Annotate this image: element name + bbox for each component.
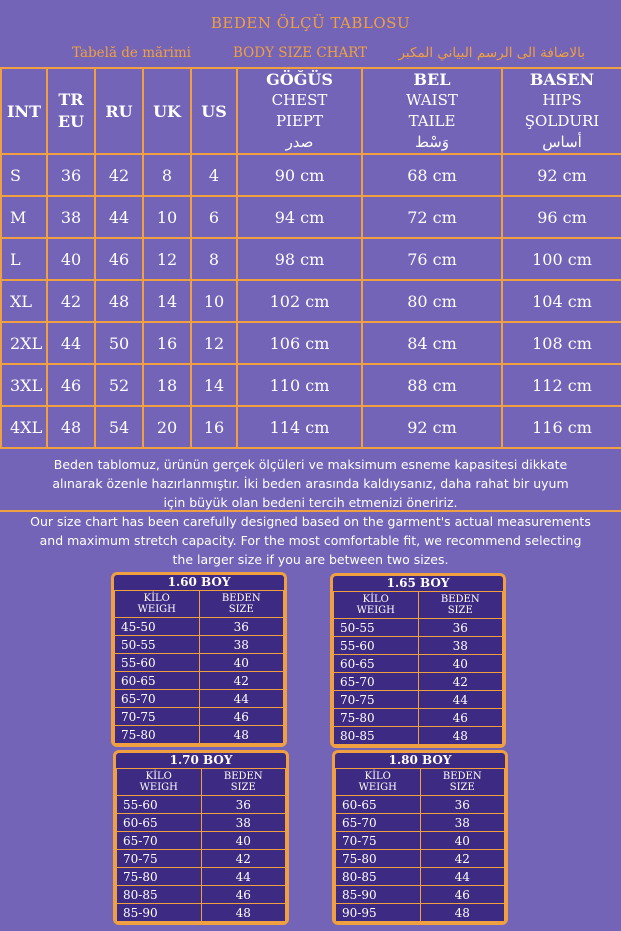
table-row (117, 796, 286, 814)
table-row (334, 673, 503, 691)
table-row (336, 832, 505, 850)
col-chest (237, 68, 362, 154)
cell-int: S (1, 154, 47, 196)
col-ru: RU (95, 68, 143, 154)
cell-weight: 75-80 (336, 850, 421, 868)
table-row (1, 364, 621, 406)
table-row (336, 904, 505, 922)
header-size (199, 591, 284, 618)
cell-ru: 50 (95, 322, 143, 364)
col-hips-en: HIPS (542, 91, 582, 109)
cell-treu: 40 (47, 238, 95, 280)
cell-waist: 68 cm (362, 154, 502, 196)
header-weight-line: WEIGH (358, 782, 397, 793)
cell-int: 3XL (1, 364, 47, 406)
cell-us: 10 (191, 280, 237, 322)
cell-weight: 50-55 (115, 636, 200, 654)
header-weight (117, 769, 202, 796)
height-table-title: 1.70 BOY (169, 753, 233, 767)
cell-weight: 75-80 (334, 709, 419, 727)
cell-size: 36 (418, 619, 503, 637)
cell-weight: 65-70 (336, 814, 421, 832)
subtitles (0, 45, 621, 65)
cell-size: 48 (199, 726, 284, 744)
table-row (1, 322, 621, 364)
col-hips-tr: BASEN (529, 70, 595, 89)
header-size-line: SIZE (228, 604, 254, 615)
cell-size: 42 (201, 850, 286, 868)
cell-chest: 94 cm (237, 196, 362, 238)
cell-weight: 65-70 (334, 673, 419, 691)
table-row (117, 904, 286, 922)
cell-chest: 106 cm (237, 322, 362, 364)
cell-size: 44 (420, 868, 505, 886)
height-table-title: 1.80 BOY (388, 753, 452, 767)
cell-chest: 102 cm (237, 280, 362, 322)
header-size-line: BEDEN (442, 771, 482, 782)
header-weight (336, 769, 421, 796)
header-size-line: SIZE (449, 782, 475, 793)
cell-waist: 92 cm (362, 406, 502, 448)
cell-treu: 38 (47, 196, 95, 238)
cell-size: 40 (420, 832, 505, 850)
col-waist-en: WAIST (406, 91, 458, 109)
table-row (336, 850, 505, 868)
cell-weight: 80-85 (334, 727, 419, 745)
table-row (117, 832, 286, 850)
cell-uk: 18 (143, 364, 191, 406)
cell-waist: 80 cm (362, 280, 502, 322)
header-size (418, 592, 503, 619)
cell-size: 42 (199, 672, 284, 690)
cell-ru: 48 (95, 280, 143, 322)
table-row (115, 636, 284, 654)
weight-size-table (114, 590, 284, 744)
cell-weight: 60-65 (334, 655, 419, 673)
cell-weight: 60-65 (336, 796, 421, 814)
cell-chest: 90 cm (237, 154, 362, 196)
table-row (117, 868, 286, 886)
subtitle-en: BODY SIZE CHART (233, 45, 368, 61)
cell-weight: 70-75 (336, 832, 421, 850)
table-row (115, 672, 284, 690)
table-row (336, 868, 505, 886)
cell-chest: 98 cm (237, 238, 362, 280)
cell-size: 42 (418, 673, 503, 691)
cell-size: 46 (418, 709, 503, 727)
cell-weight: 60-65 (115, 672, 200, 690)
note-tr: Beden tablomuz, ürünün gerçek ölçüleri ve maksimum esneme kapasitesi dikkate alınarak özenle hazırlanmıştır. İki beden arasında kaldıysanız, daha rahat bir uyum için büyük olan bedeni tercih etmenizi öneririz. (52, 457, 569, 510)
table-row (334, 637, 503, 655)
cell-weight: 90-95 (336, 904, 421, 922)
header-weight-line: KİLO (145, 771, 172, 782)
cell-size: 36 (199, 618, 284, 636)
table-row (1, 154, 621, 196)
header-weight-line: KİLO (362, 594, 389, 605)
cell-uk: 8 (143, 154, 191, 196)
header-size-line: BEDEN (221, 593, 261, 604)
table-row (1, 238, 621, 280)
cell-size: 36 (420, 796, 505, 814)
weight-size-table (333, 591, 503, 745)
table-row (115, 690, 284, 708)
table-row (117, 814, 286, 832)
cell-size: 48 (420, 904, 505, 922)
header-weight (334, 592, 419, 619)
cell-size: 40 (418, 655, 503, 673)
cell-weight: 60-65 (117, 814, 202, 832)
cell-size: 46 (199, 708, 284, 726)
cell-weight: 45-50 (115, 618, 200, 636)
cell-hips: 116 cm (502, 406, 621, 448)
header-size-line: BEDEN (440, 594, 480, 605)
cell-uk: 20 (143, 406, 191, 448)
cell-int: L (1, 238, 47, 280)
table-row (117, 886, 286, 904)
cell-size: 40 (199, 654, 284, 672)
col-chest-ar: صدر (285, 133, 314, 151)
cell-size: 44 (201, 868, 286, 886)
header-weight-line: WEIGH (356, 605, 395, 616)
col-waist-tr: BEL (413, 70, 451, 89)
cell-weight: 70-75 (334, 691, 419, 709)
cell-uk: 12 (143, 238, 191, 280)
table-row (336, 796, 505, 814)
table-row (334, 619, 503, 637)
cell-size: 36 (201, 796, 286, 814)
height-table-title: 1.60 BOY (167, 575, 231, 589)
table-row (1, 280, 621, 322)
table-row (334, 709, 503, 727)
col-chest-en: CHEST (271, 91, 328, 109)
cell-size: 46 (420, 886, 505, 904)
cell-us: 16 (191, 406, 237, 448)
header-size (201, 769, 286, 796)
col-treu (47, 68, 95, 154)
header-size-line: SIZE (447, 605, 473, 616)
cell-size: 40 (201, 832, 286, 850)
header-weight-line: WEIGH (139, 782, 178, 793)
cell-treu: 44 (47, 322, 95, 364)
cell-size: 44 (199, 690, 284, 708)
cell-hips: 112 cm (502, 364, 621, 406)
cell-treu: 48 (47, 406, 95, 448)
table-row (1, 196, 621, 238)
cell-weight: 80-85 (117, 886, 202, 904)
table-row (115, 618, 284, 636)
cell-hips: 92 cm (502, 154, 621, 196)
cell-chest: 114 cm (237, 406, 362, 448)
col-int: INT (1, 68, 47, 154)
cell-waist: 76 cm (362, 238, 502, 280)
weight-size-table (116, 768, 286, 922)
cell-weight: 85-90 (336, 886, 421, 904)
table-row (1, 406, 621, 448)
header-size-line: SIZE (230, 782, 256, 793)
cell-weight: 65-70 (117, 832, 202, 850)
col-hips (502, 68, 621, 154)
cell-weight: 65-70 (115, 690, 200, 708)
table-row (334, 691, 503, 709)
cell-size: 38 (201, 814, 286, 832)
cell-treu: 42 (47, 280, 95, 322)
table-row (334, 727, 503, 745)
col-chest-ro: PIEPT (275, 112, 324, 130)
cell-size: 38 (199, 636, 284, 654)
cell-size: 44 (418, 691, 503, 709)
col-chest-tr: GÖĞÜS (266, 70, 333, 89)
cell-ru: 54 (95, 406, 143, 448)
chart-title: BEDEN ÖLÇÜ TABLOSU (210, 14, 411, 32)
note-en: Our size chart has been carefully designed based on the garment's actual measurements and maximum stretch capacity. For the most comfortable fit, we recommend selecting the larger size if you are between two sizes. (30, 514, 591, 567)
cell-weight: 55-60 (334, 637, 419, 655)
col-waist-ro: TAILE (408, 112, 456, 130)
cell-waist: 72 cm (362, 196, 502, 238)
table-row (117, 850, 286, 868)
cell-int: 4XL (1, 406, 47, 448)
cell-us: 4 (191, 154, 237, 196)
header-weight-line: KİLO (364, 771, 391, 782)
header-weight-line: WEIGH (137, 604, 176, 615)
table-row (115, 708, 284, 726)
cell-weight: 50-55 (334, 619, 419, 637)
cell-size: 38 (418, 637, 503, 655)
table-row (336, 886, 505, 904)
weight-size-header (117, 769, 286, 796)
table-row (336, 814, 505, 832)
cell-hips: 100 cm (502, 238, 621, 280)
cell-waist: 84 cm (362, 322, 502, 364)
cell-weight: 70-75 (115, 708, 200, 726)
table-row (115, 654, 284, 672)
weight-size-table (335, 768, 505, 922)
cell-ru: 46 (95, 238, 143, 280)
cell-us: 14 (191, 364, 237, 406)
header-weight-line: KİLO (143, 593, 170, 604)
size-table-body (1, 154, 621, 448)
cell-weight: 85-90 (117, 904, 202, 922)
cell-weight: 70-75 (117, 850, 202, 868)
cell-weight: 75-80 (115, 726, 200, 744)
cell-us: 12 (191, 322, 237, 364)
height-table-170 (113, 750, 289, 925)
cell-weight: 75-80 (117, 868, 202, 886)
col-hips-ro: ŞOLDURI (524, 112, 600, 130)
cell-ru: 42 (95, 154, 143, 196)
height-table-165 (330, 573, 506, 748)
cell-uk: 14 (143, 280, 191, 322)
weight-size-header (336, 769, 505, 796)
cell-us: 6 (191, 196, 237, 238)
size-table (0, 67, 621, 449)
col-waist-ar: وَسْط (414, 133, 450, 151)
size-table-header (1, 68, 621, 154)
table-row (334, 655, 503, 673)
cell-chest: 110 cm (237, 364, 362, 406)
weight-size-header (334, 592, 503, 619)
cell-uk: 16 (143, 322, 191, 364)
cell-treu: 46 (47, 364, 95, 406)
cell-size: 38 (420, 814, 505, 832)
cell-hips: 96 cm (502, 196, 621, 238)
col-waist (362, 68, 502, 154)
cell-size: 46 (201, 886, 286, 904)
col-uk: UK (143, 68, 191, 154)
cell-uk: 10 (143, 196, 191, 238)
cell-weight: 55-60 (117, 796, 202, 814)
cell-int: 2XL (1, 322, 47, 364)
cell-waist: 88 cm (362, 364, 502, 406)
cell-treu: 36 (47, 154, 95, 196)
cell-hips: 108 cm (502, 322, 621, 364)
cell-ru: 52 (95, 364, 143, 406)
cell-weight: 55-60 (115, 654, 200, 672)
cell-size: 48 (418, 727, 503, 745)
header-weight (115, 591, 200, 618)
subtitle-ar: بالاضافة الى الرسم البياني المكبر (398, 45, 585, 61)
col-hips-ar: أساس (542, 133, 582, 151)
col-treu-label: TR EU (57, 90, 85, 131)
cell-ru: 44 (95, 196, 143, 238)
subtitle-ro: Tabelă de mărimi (72, 45, 191, 61)
cell-weight: 80-85 (336, 868, 421, 886)
table-row (115, 726, 284, 744)
height-table-title: 1.65 BOY (386, 576, 450, 590)
height-table-180 (332, 750, 508, 925)
cell-size: 48 (201, 904, 286, 922)
height-table-160 (111, 572, 287, 747)
weight-size-header (115, 591, 284, 618)
col-us: US (191, 68, 237, 154)
cell-hips: 104 cm (502, 280, 621, 322)
header-size-line: BEDEN (223, 771, 263, 782)
cell-size: 42 (420, 850, 505, 868)
cell-us: 8 (191, 238, 237, 280)
cell-int: M (1, 196, 47, 238)
cell-int: XL (1, 280, 47, 322)
header-size (420, 769, 505, 796)
